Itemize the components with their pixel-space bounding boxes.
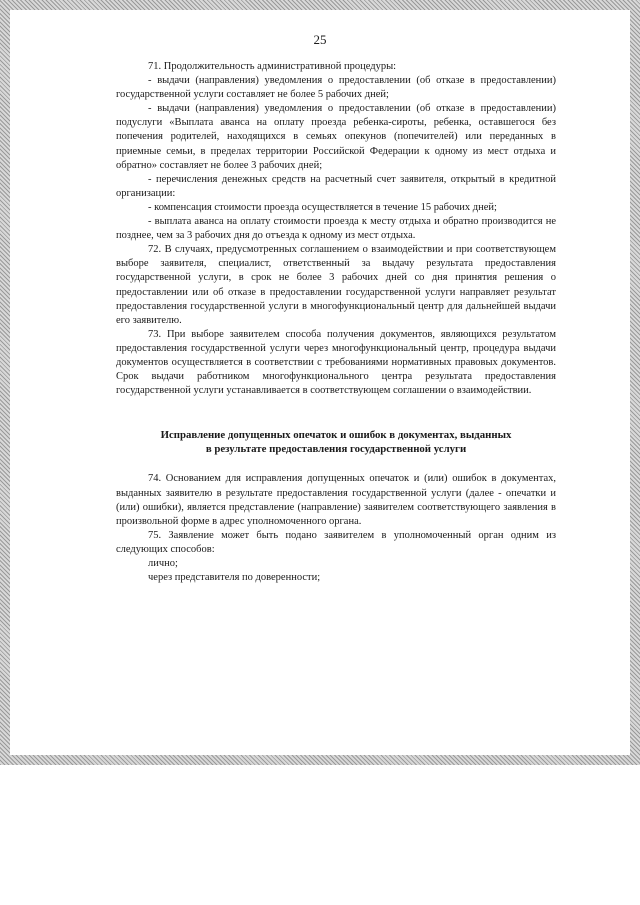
paragraph-73: 73. При выборе заявителем способа получения документов, являющихся результатом предоставления государственной услуги через многофункциональный центр, процедура выдачи документов осуществляется в соответствии с требованиями нормативных правовых документов. Срок выдачи работником многофункционального центра результата предоставления государственной услуги устанавливается в соответствующем соглашении о взаимодействии. xyxy=(116,328,556,397)
page-number: 25 xyxy=(313,32,327,47)
paragraph-71-item-c: - перечисления денежных средств на расчетный счет заявителя, открытый в кредитной организации: xyxy=(116,173,556,199)
blank-margin-below xyxy=(0,765,640,905)
section-heading-line-2: в результате предоставления государственной услуги xyxy=(205,443,467,456)
section-heading-line-1: Исправление допущенных опечаток и ошибок в документах, выданных xyxy=(160,429,512,442)
document-body xyxy=(116,60,556,585)
paragraph-74: 74. Основанием для исправления допущенных опечаток и (или) ошибок в документах, выданных заявителю в результате предоставления государственной услуги (далее - опечатки и (или) ошибки), является представление (направление) заявителем соответствующего заявления в произвольной форме в адрес уполномоченного органа. xyxy=(116,473,556,527)
paragraph-72: 72. В случаях, предусмотренных соглашением о взаимодействии и при соответствующем выборе заявителя, специалист, ответственный за выдачу результата предоставления государственной услуги, в срок не более 3 рабочих дней со дня принятия решения о предоставлении или об отказе в предоставлении государственной услуги направляет результат предоставления государственной услуги в многофункциональный центр для дальнейшей выдачи его заявителю. xyxy=(116,244,556,326)
paragraph-71-item-b: - выдачи (направления) уведомления о предоставлении (об отказе в предоставлении) подуслуги «Выплата аванса на оплату проезда ребенка-сироты, ребенка, оставшегося без попечения родителей, находящихся в семьях опекунов (попечителей) или переданных в приемные семьи, в пределах территории Российской Федерации к одному из мест отдыха и обратно» составляет не более 3 рабочих дней; xyxy=(116,103,556,171)
paragraph-71-item-a: - выдачи (направления) уведомления о предоставлении (об отказе в предоставлении) государственной услуги составляет не более 5 рабочих дней; xyxy=(116,75,556,101)
paragraph-71-item-e: - выплата аванса на оплату стоимости проезда к месту отдыха и обратно производится не позднее, чем за 3 рабочих дня до отъезда к одному из мест отдыха. xyxy=(116,216,556,242)
paragraph-71-title: 71. Продолжительность административной процедуры: xyxy=(148,61,397,72)
paragraph-75-item-b: через представителя по доверенности; xyxy=(148,572,321,584)
paragraph-75-item-a: лично; xyxy=(148,558,178,569)
paragraph-75: 75. Заявление может быть подано заявителем в уполномоченный орган одним из следующих способов: xyxy=(116,529,556,555)
paragraph-71-item-d: - компенсация стоимости проезда осуществляется в течение 15 рабочих дней; xyxy=(148,201,497,213)
